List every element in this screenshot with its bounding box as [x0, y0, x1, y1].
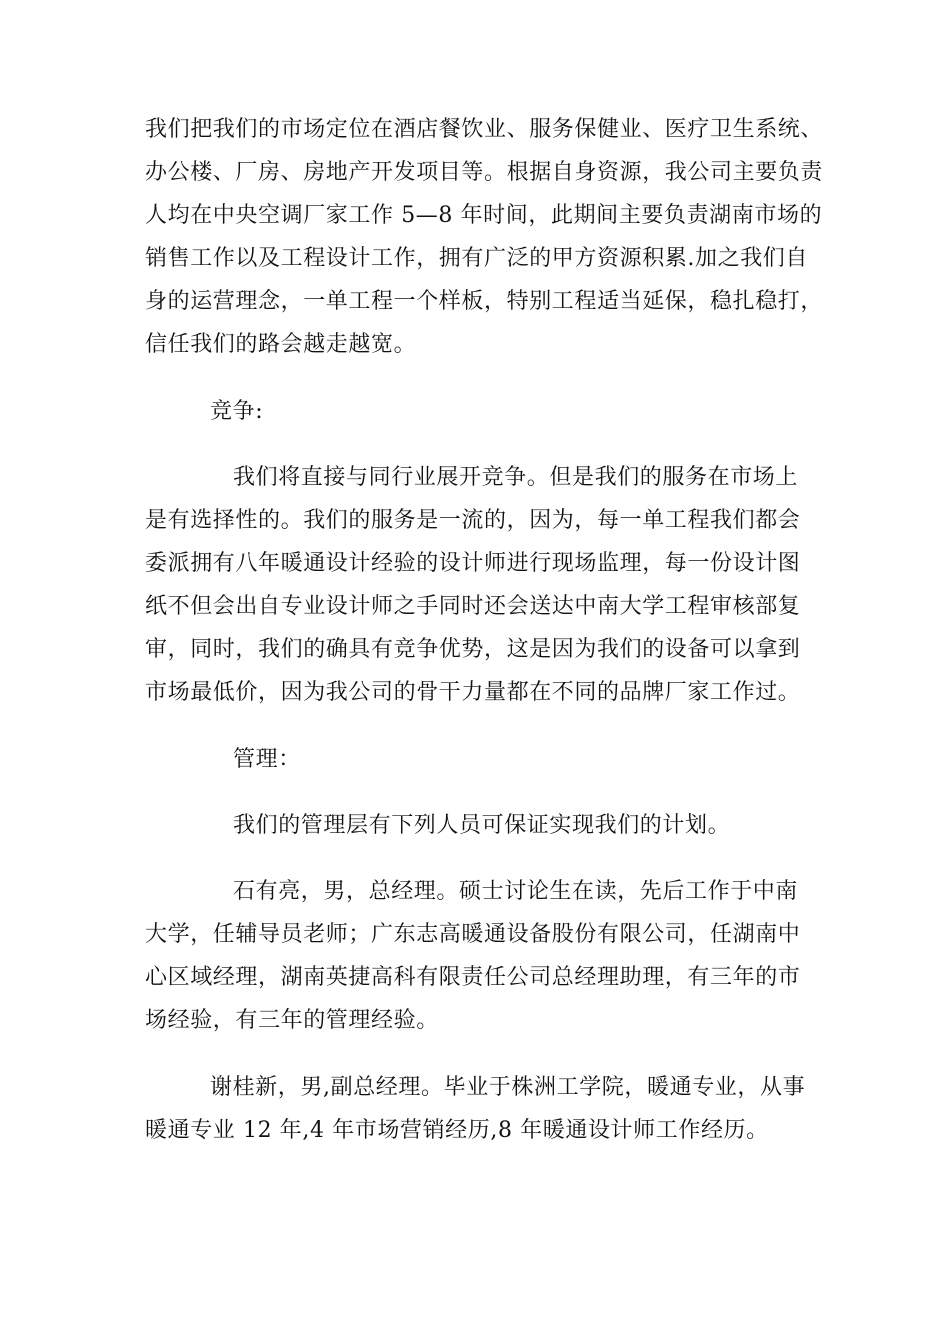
- paragraph-2-line-6: 市场最低价，因为我公司的骨干力量都在不同的品牌厂家工作过。: [145, 680, 801, 705]
- paragraph-3-line-3: 心区域经理，湖南英捷高科有限责任公司总经理助理，有三年的市: [145, 965, 801, 990]
- management-intro: 我们的管理层有下列人员可保证实现我们的计划。: [233, 813, 731, 838]
- paragraph-1-line-6: 信任我们的路会越走越宽。: [145, 332, 417, 357]
- paragraph-3-line-2: 大学，任辅导员老师；广东志高暖通设备股份有限公司，任湖南中: [145, 922, 801, 947]
- paragraph-2-line-1: 我们将直接与同行业展开竞争。但是我们的服务在市场上: [233, 465, 799, 490]
- paragraph-2-line-5: 审，同时，我们的确具有竞争优势，这是因为我们的设备可以拿到: [145, 637, 801, 662]
- paragraph-1-line-3: 人均在中央空调厂家工作 5—8 年时间，此期间主要负责湖南市场的: [145, 203, 823, 228]
- paragraph-1-line-5: 身的运营理念，一单工程一个样板，特别工程适当延保，稳扎稳打，: [145, 289, 824, 314]
- paragraph-4-line-2: 暖通专业 12 年,4 年市场营销经历,8 年暖通设计师工作经历。: [145, 1118, 769, 1143]
- management-heading: 管理：: [233, 747, 301, 772]
- paragraph-2-line-4: 纸不但会出自专业设计师之手同时还会送达中南大学工程审核部复: [145, 594, 801, 619]
- paragraph-2-line-3: 委派拥有八年暖通设计经验的设计师进行现场监理，每一份设计图: [145, 551, 801, 576]
- paragraph-4-line-1: 谢桂新，男,副总经理。毕业于株洲工学院，暖通专业，从事: [210, 1075, 806, 1100]
- paragraph-1-line-1: 我们把我们的市场定位在酒店餐饮业、服务保健业、医疗卫生系统、: [145, 117, 824, 142]
- competition-heading: 竞争:: [210, 399, 264, 424]
- paragraph-1-line-2: 办公楼、厂房、房地产开发项目等。根据自身资源，我公司主要负责: [145, 160, 824, 185]
- paragraph-3-line-1: 石有亮，男，总经理。硕士讨论生在读，先后工作于中南: [233, 879, 799, 904]
- paragraph-3-line-4: 场经验，有三年的管理经验。: [145, 1008, 439, 1033]
- paragraph-1-line-4: 销售工作以及工程设计工作，拥有广泛的甲方资源积累.加之我们自: [145, 246, 808, 271]
- paragraph-2-line-2: 是有选择性的。我们的服务是一流的，因为，每一单工程我们都会: [145, 508, 801, 533]
